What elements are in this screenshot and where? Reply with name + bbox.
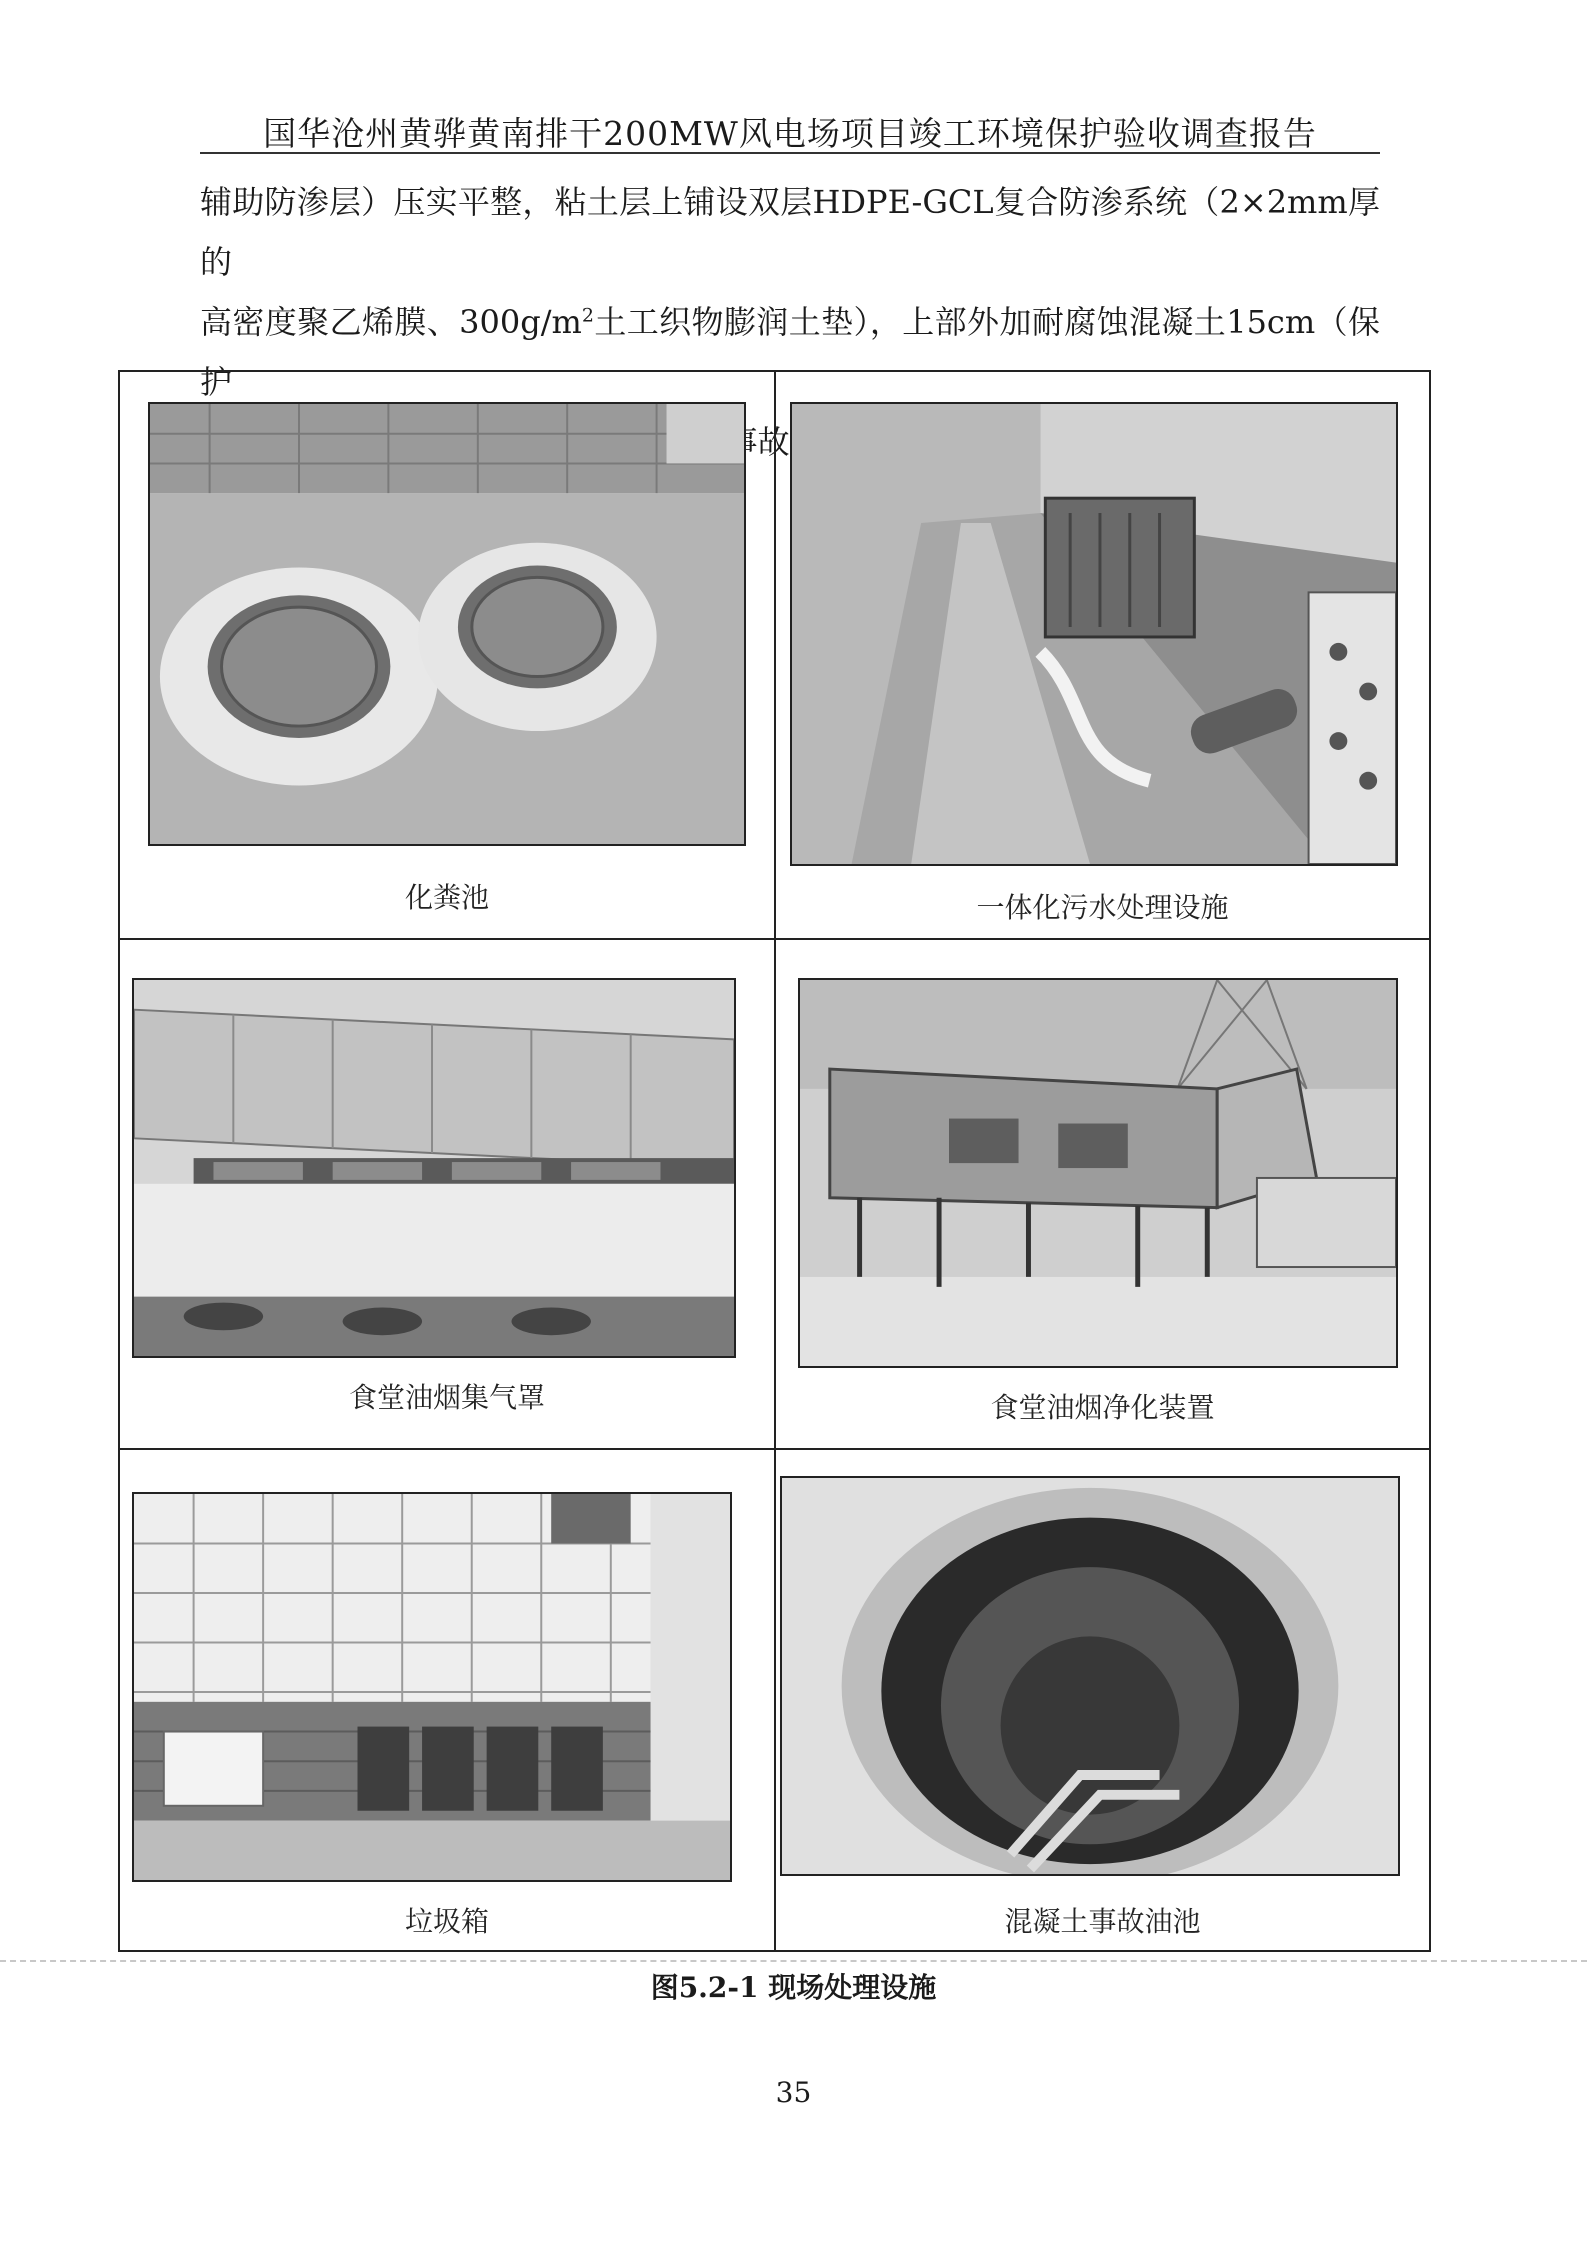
page-number: 35 [775,2076,812,2109]
photo-table [118,370,1431,1952]
fume-purifier-image [800,980,1396,1366]
running-header: 国华沧州黄骅黄南排干200MW风电场项目竣工环境保护验收调查报告 [263,114,1317,153]
superscript-2: 2 [581,304,594,327]
caption-fume-purifier: 食堂油烟净化装置 [990,1391,1215,1424]
photo-oil-pool [780,1476,1400,1876]
photo-fume-purifier [798,978,1398,1368]
page-separator [0,1960,1587,1962]
photo-sewage-treatment [790,402,1398,866]
table-row-divider-1 [120,938,1429,940]
caption-oil-pool: 混凝土事故油池 [1004,1905,1201,1938]
table-column-divider [774,372,776,1950]
oil-pool-image [782,1478,1398,1874]
paragraph-line-2-rest: 土工织物膨润土垫），上部外加耐腐蚀混凝土15cm（保护 [200,303,1380,401]
paragraph-line-1: 辅助防渗层）压实平整，粘土层上铺设双层HDPE-GCL复合防渗系统（2×2mm厚的 [200,183,1380,281]
table-row-divider-2 [120,1448,1429,1450]
garbage-bins-image [134,1494,730,1880]
caption-garbage-bins: 垃圾箱 [404,1905,489,1938]
figure-caption: 图5.2-1 现场处理设施 [650,1971,937,2004]
photo-fume-hood [132,978,736,1358]
photo-septic-tank [148,402,746,846]
septic-tank-image [150,404,744,844]
caption-septic-tank: 化粪池 [404,881,489,914]
header-rule [200,152,1380,154]
caption-sewage-treatment: 一体化污水处理设施 [976,891,1229,924]
paragraph-line-2-text: 高密度聚乙烯膜、300g/m [200,303,582,341]
sewage-treatment-image [792,404,1396,864]
photo-garbage-bins [132,1492,732,1882]
caption-fume-hood: 食堂油烟集气罩 [348,1381,545,1414]
fume-hood-image [134,980,734,1356]
